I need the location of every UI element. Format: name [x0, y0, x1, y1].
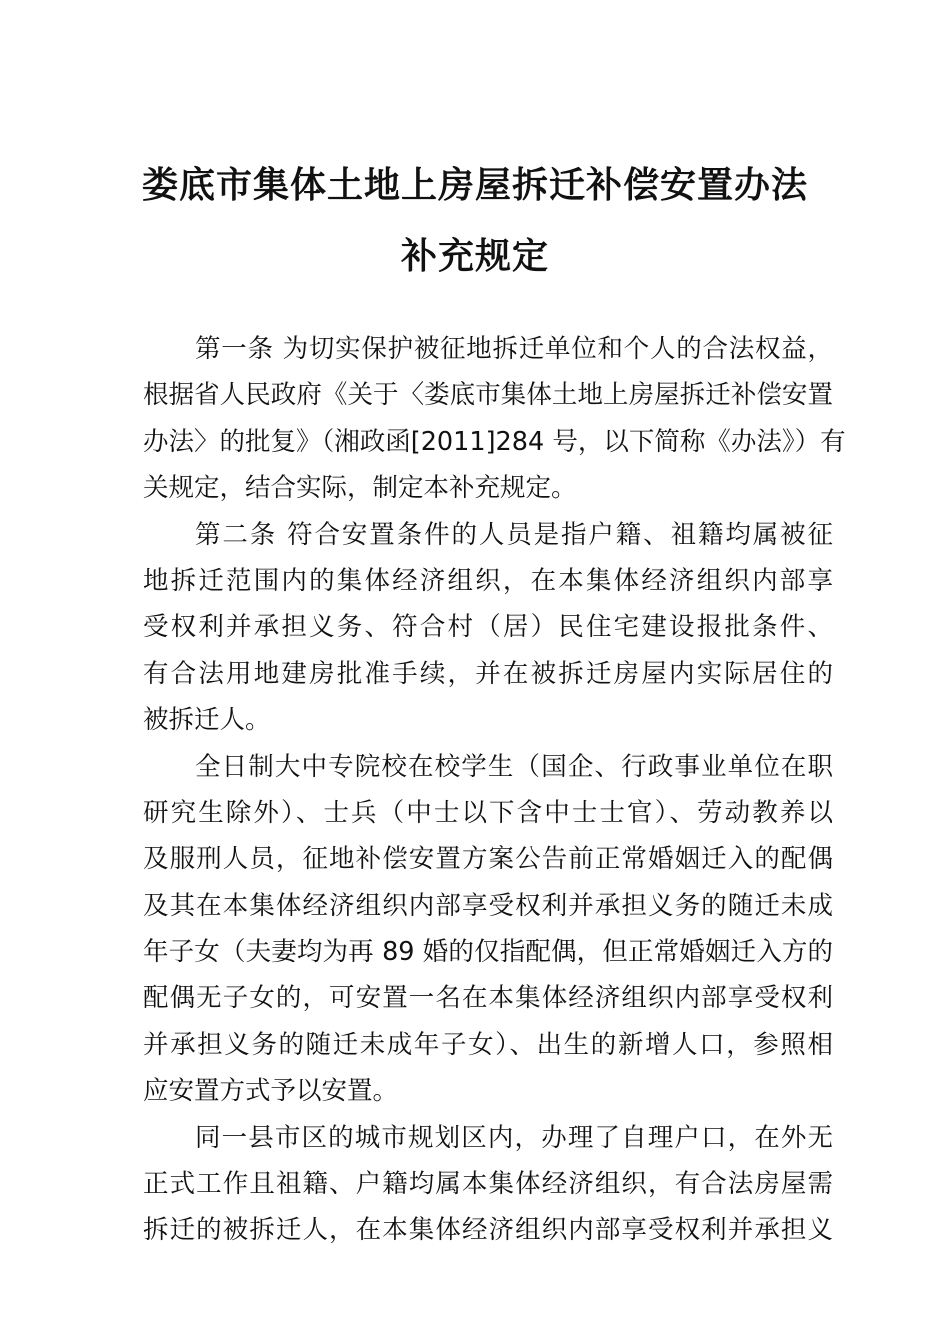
- body-text-line: 拆迁的被拆迁人，在本集体经济组织内部享受权利并承担义: [143, 1215, 833, 1246]
- body-text-line: 配偶无子女的，可安置一名在本集体经济组织内部享受权利: [143, 983, 833, 1014]
- body-text-line: 及其在本集体经济组织内部享受权利并承担义务的随迁未成: [143, 890, 833, 921]
- body-text-line: 第二条 符合安置条件的人员是指户籍、祖籍均属被征: [195, 519, 833, 550]
- document-title-line-2: 补充规定: [400, 235, 549, 277]
- body-text-line: 应安置方式予以安置。: [143, 1076, 399, 1107]
- body-text-line: 有合法用地建房批准手续，并在被拆迁房屋内实际居住的: [143, 658, 833, 689]
- body-text-line: 全日制大中专院校在校学生（国企、行政事业单位在职: [195, 751, 833, 782]
- document-body: [143, 326, 846, 1254]
- body-text-line: 正式工作且祖籍、户籍均属本集体经济组织，有合法房屋需: [143, 1169, 833, 1200]
- body-text-line: 研究生除外）、士兵（中士以下含中士士官）、劳动教养以: [143, 797, 833, 828]
- body-text-line: 同一县市区的城市规划区内，办理了自理户口，在外无: [195, 1122, 833, 1153]
- body-text-line: 第一条 为切实保护被征地拆迁单位和个人的合法权益，: [195, 334, 833, 364]
- document-title-line-1: 娄底市集体土地上房屋拆迁补偿安置办法: [141, 164, 808, 206]
- body-text-line: 被拆迁人。: [143, 705, 271, 736]
- body-text-line: 地拆迁范围内的集体经济组织，在本集体经济组织内部享: [143, 565, 833, 596]
- body-text-line: 并承担义务的随迁未成年子女）、出生的新增人口，参照相: [143, 1029, 833, 1060]
- body-text-line: 年子女（夫妻均为再 89 婚的仅指配偶，但正常婚姻迁入方的: [143, 937, 833, 968]
- body-text-line: 根据省人民政府《关于〈娄底市集体土地上房屋拆迁补偿安置: [143, 380, 833, 411]
- body-text-line: 及服刑人员，征地补偿安置方案公告前正常婚姻迁入的配偶: [143, 844, 833, 875]
- body-text-line: 办法〉的批复》（湘政函[2011]284 号，以下简称《办法》）有: [143, 426, 846, 457]
- body-text-line: 受权利并承担义务、符合村（居）民住宅建设报批条件、: [143, 612, 833, 643]
- body-text-line: 关规定，结合实际，制定本补充规定。: [143, 473, 577, 504]
